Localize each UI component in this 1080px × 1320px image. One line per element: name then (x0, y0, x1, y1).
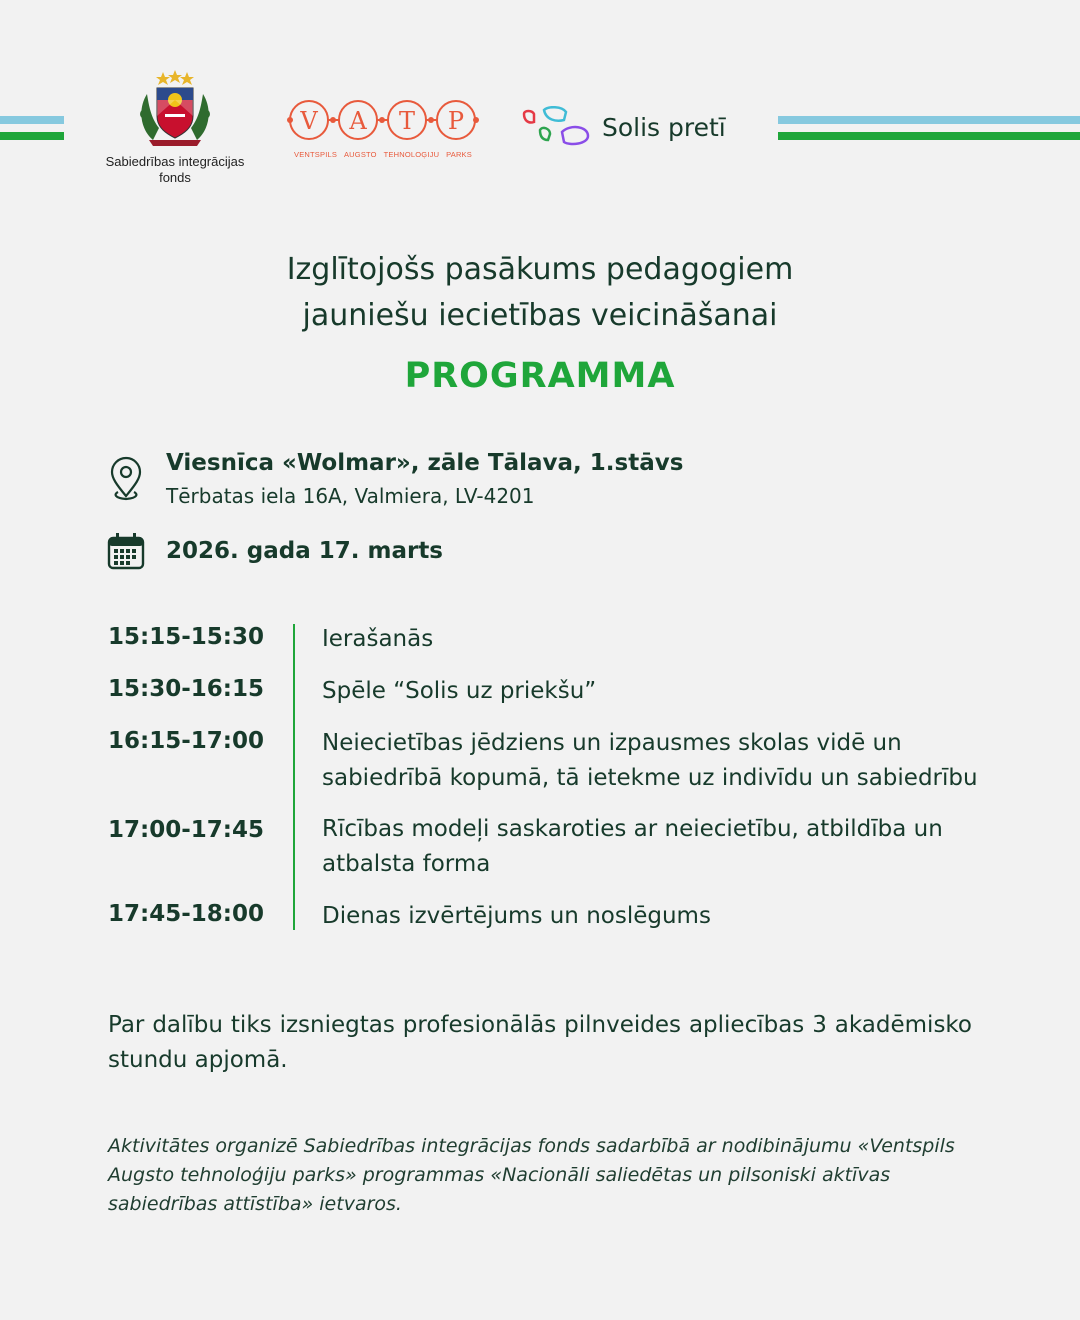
certificate-note: Par dalību tiks izsniegtas profesionālās pilnveides apliecības 3 akadēmisko stundu apjomā. (108, 1012, 972, 1073)
sif-logo (100, 70, 250, 186)
right-green-stripe (778, 132, 1080, 140)
event-title (0, 247, 1080, 339)
schedule-description: Dienas izvērtējums un noslēgums (322, 903, 711, 929)
schedule-divider (293, 624, 295, 930)
schedule-description: Ierašanās (322, 626, 434, 652)
vatp-subtitle (286, 150, 480, 159)
solis-preti-logo (520, 106, 726, 148)
right-blue-stripe (778, 116, 1080, 124)
event-title-line2: jauniešu iecietības veicināšanai (302, 298, 778, 333)
schedule-description: Neiecietības jēdziens un izpausmes skolas vidē un sabiedrībā kopumā, tā ietekme uz indivīdu un sabiedrību (322, 730, 978, 791)
programma-heading: PROGRAMMA (404, 356, 676, 396)
vatp-word: AUGSTO (343, 150, 377, 159)
left-green-stripe (0, 132, 64, 140)
venue-address: Tērbatas iela 16A, Valmiera, LV-4201 (166, 484, 535, 508)
vatp-letter-a: A (349, 107, 367, 135)
vatp-letters-icon (286, 96, 480, 144)
vatp-letter-p: P (447, 107, 465, 135)
vatp-word: TEHNOLOĢIJU (383, 150, 440, 159)
vatp-logo (286, 96, 480, 159)
footer-note: Aktivitātes organizē Sabiedrības integrācijas fonds sadarbībā ar nodibinājumu «Ventspils Augsto tehnoloģiju parks» programmas «Nacionāli saliedētas un pilsoniski aktīvas sabiedrības attīstība» ietvaros. (108, 1135, 955, 1215)
vatp-word: PARKS (446, 150, 472, 159)
schedule-time: 17:45-18:00 (108, 901, 264, 927)
calendar-icon (107, 532, 145, 570)
schedule-time: 15:30-16:15 (108, 676, 264, 702)
schedule-time: 15:15-15:30 (108, 624, 264, 650)
left-blue-stripe (0, 116, 64, 124)
vatp-letter-t: T (398, 107, 416, 135)
schedule-time: 17:00-17:45 (108, 817, 264, 843)
schedule-description: Spēle “Solis uz priekšu” (322, 678, 597, 704)
solis-preti-name: Solis pretī (602, 112, 726, 142)
schedule-description: Rīcības modeļi saskaroties ar neiecietību, atbildība un atbalsta forma (322, 816, 943, 877)
vatp-letter-v: V (300, 107, 318, 135)
sif-name: Sabiedrības integrācijas fonds (105, 154, 245, 185)
vatp-word: VENTSPILS (294, 150, 338, 159)
schedule-time: 16:15-17:00 (108, 728, 264, 754)
location-pin-icon (108, 456, 144, 502)
venue-name: Viesnīca «Wolmar», zāle Tālava, 1.stāvs (166, 450, 684, 476)
coat-of-arms-icon (135, 70, 215, 150)
event-title-line1: Izglītojošs pasākums pedagogiem (286, 252, 794, 287)
event-date: 2026. gada 17. marts (166, 538, 443, 564)
footprints-icon (520, 106, 592, 148)
